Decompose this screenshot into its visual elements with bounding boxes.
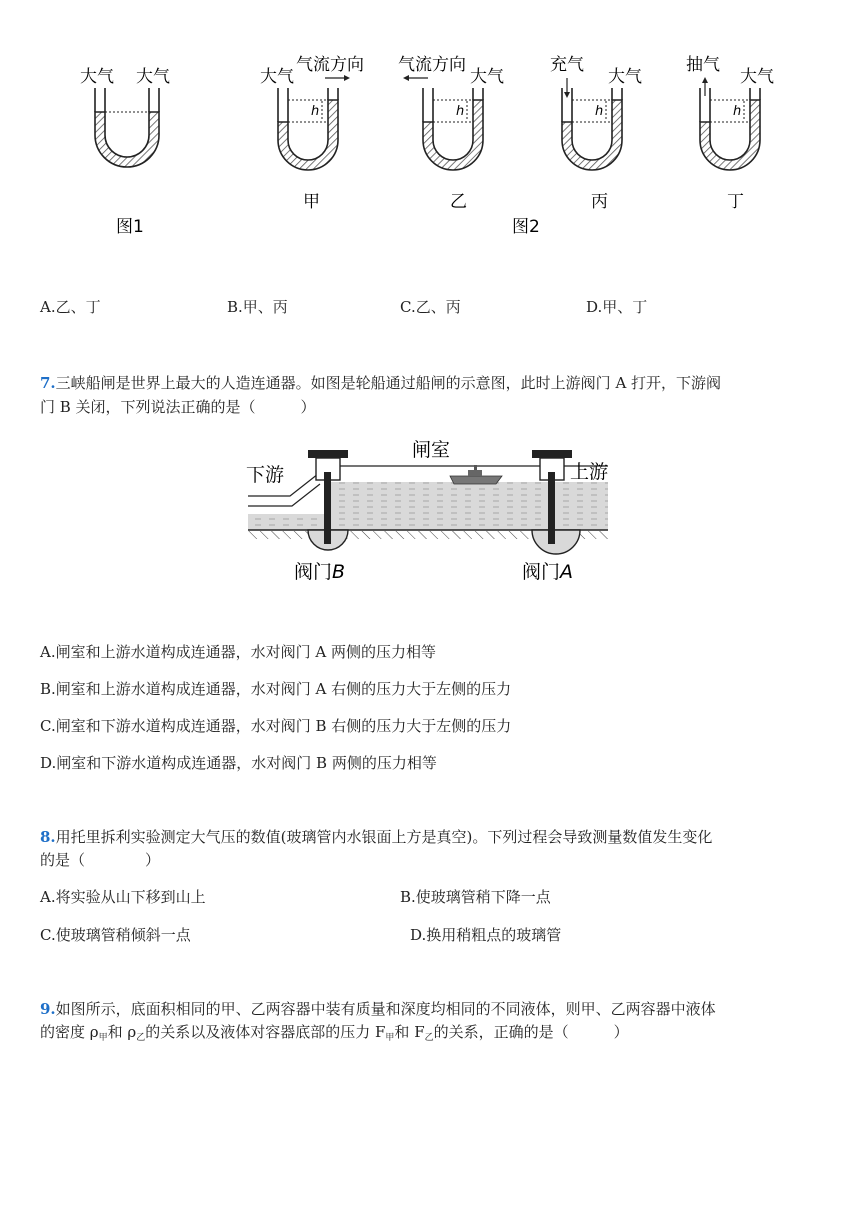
- q9-text-e: 的关系，正确的是（ ）: [433, 1023, 629, 1041]
- q7-number: 7.: [40, 374, 56, 392]
- upstream-label: 上游: [570, 461, 609, 483]
- fig1-left-label: 大气: [80, 67, 114, 87]
- fig1-right-label: 大气: [136, 67, 170, 87]
- tube-jia-name: 甲: [303, 192, 320, 212]
- q9-text-d: 和 F: [394, 1023, 425, 1041]
- q7-stem-line1: [40, 372, 721, 394]
- q8-number: 8.: [40, 828, 56, 846]
- q6-option-c[interactable]: C.乙、丙: [400, 298, 461, 316]
- q9-stem-text1: 如图所示，底面积相同的甲、乙两容器中装有质量和深度均相同的不同液体，则甲、乙两容器中液体: [55, 1000, 716, 1018]
- tube-yi-left-label: 气流方向: [398, 55, 466, 75]
- chamber-label: 闸室: [412, 439, 451, 461]
- tube-jia-h-label: h: [311, 104, 320, 119]
- q9-sub-jia: 甲: [98, 1033, 108, 1043]
- fig2-caption: 图2: [512, 217, 540, 237]
- valve-a-label: 阀门A: [522, 561, 574, 583]
- ship-lock-figure: [240, 432, 615, 592]
- q8-option-d[interactable]: D.换用稍粗点的玻璃管: [410, 926, 562, 944]
- valve-b-label: 阀门B: [294, 561, 346, 583]
- tube-bing-right-label: 大气: [608, 67, 642, 87]
- q8-option-b[interactable]: B.使玻璃管稍下降一点: [400, 888, 551, 906]
- q9-text-b: 和 ρ: [107, 1023, 137, 1041]
- q7-stem-line2: 门 B 关闭，下列说法正确的是（ ）: [40, 398, 316, 416]
- q6-option-d[interactable]: D.甲、丁: [586, 298, 648, 316]
- q6-option-b[interactable]: B.甲、丙: [227, 298, 288, 316]
- q8-stem-line1: [40, 826, 712, 848]
- tube-bing-h-label: h: [595, 104, 604, 119]
- tube-yi-h-label: h: [456, 104, 465, 119]
- q9-sub-yi: 乙: [136, 1033, 146, 1043]
- tube-jia: [260, 55, 364, 170]
- downstream-label: 下游: [246, 464, 285, 486]
- q8-option-c[interactable]: C.使玻璃管稍倾斜一点: [40, 926, 191, 944]
- tube-bing-name: 丙: [591, 192, 608, 212]
- ship-icon: [450, 465, 502, 484]
- q9-sub-jia-2: 甲: [385, 1033, 395, 1043]
- tube-bing-left-label: 充气: [550, 55, 584, 75]
- q7-option-b[interactable]: B.闸室和上游水道构成连通器，水对阀门 A 右侧的压力大于左侧的压力: [40, 680, 512, 698]
- q9-sub-yi-2: 乙: [424, 1033, 434, 1043]
- tube-yi-right-label: 大气: [470, 67, 504, 87]
- tube-yi: [398, 55, 504, 170]
- tube-ding: [686, 55, 774, 170]
- tube-ding-h-label: h: [733, 104, 742, 119]
- fig1-u-tube: [80, 67, 170, 167]
- tube-ding-left-label: 抽气: [686, 55, 720, 75]
- q8-option-a[interactable]: A.将实验从山下移到山上: [40, 888, 206, 906]
- q7-option-d[interactable]: D.闸室和下游水道构成连通器，水对阀门 B 两侧的压力相等: [40, 754, 437, 772]
- tube-ding-name: 丁: [727, 192, 744, 212]
- q9-number: 9.: [40, 1000, 56, 1018]
- tube-jia-right-label: 气流方向: [296, 55, 364, 75]
- q7-option-c[interactable]: C.闸室和下游水道构成连通器，水对阀门 B 右侧的压力大于左侧的压力: [40, 717, 512, 735]
- q9-stem-line2: [40, 1021, 629, 1049]
- q9-text-c: 的关系以及液体对容器底部的压力 F: [145, 1023, 386, 1041]
- tube-bing: [550, 55, 642, 170]
- q9-stem-line1: [40, 998, 716, 1020]
- fig1-caption: 图1: [116, 217, 144, 237]
- q9-text-a: 的密度 ρ: [40, 1023, 99, 1041]
- tube-ding-right-label: 大气: [740, 67, 774, 87]
- q6-option-a[interactable]: A.乙、丁: [40, 298, 101, 316]
- tube-yi-name: 乙: [450, 192, 467, 212]
- u-tube-figures: [60, 40, 820, 250]
- tube-jia-left-label: 大气: [260, 67, 294, 87]
- q7-option-a[interactable]: A.闸室和上游水道构成连通器，水对阀门 A 两侧的压力相等: [40, 643, 436, 661]
- q8-stem-text1: 用托里拆利实验测定大气压的数值(玻璃管内水银面上方是真空)。下列过程会导致测量数值发生变化: [55, 828, 713, 846]
- q7-stem-text1: 三峡船闸是世界上最大的人造连通器。如图是轮船通过船闸的示意图，此时上游阀门 A 打开，下游阀: [55, 374, 722, 392]
- q8-stem-line2: 的是（ ）: [40, 851, 161, 869]
